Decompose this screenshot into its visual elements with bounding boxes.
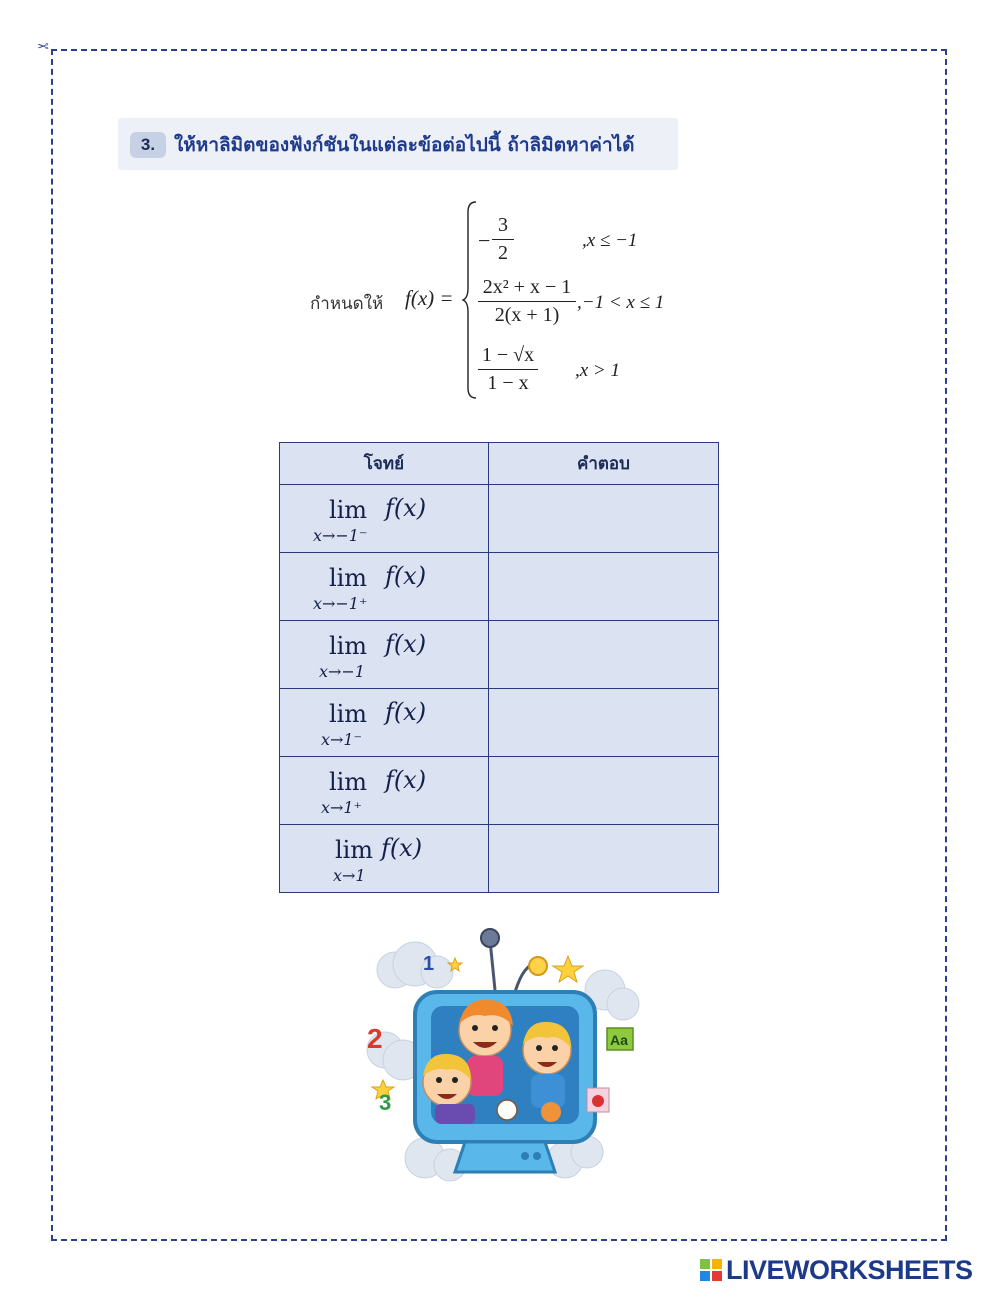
answer-cell[interactable] xyxy=(488,825,718,893)
brand-name: LIVEWORKSHEETS xyxy=(726,1254,973,1285)
table-row xyxy=(280,485,719,553)
lim-subscript: x→1 xyxy=(332,865,366,885)
lim-subscript: x→1⁺ xyxy=(320,797,362,817)
lim-word: lim xyxy=(328,563,368,592)
table-row xyxy=(280,621,719,689)
given-label: กำหนดให้ xyxy=(310,294,384,314)
lim-word: lim xyxy=(328,631,368,660)
lim-function: f(x) xyxy=(384,561,427,590)
illustration-number-1: 1 xyxy=(423,953,435,975)
lim-function: f(x) xyxy=(384,765,427,794)
lim-word: lim xyxy=(334,835,374,864)
lim-function: f(x) xyxy=(384,697,427,726)
question-number: 3. xyxy=(130,132,166,158)
piece-2-numerator: 2x² + x − 1 xyxy=(482,276,572,298)
kids-tv-illustration-icon xyxy=(355,920,645,1190)
lim-subscript: x→−1⁻ xyxy=(312,525,368,545)
limit-expression xyxy=(309,556,459,614)
table-row xyxy=(280,757,719,825)
header-answer: คำตอบ xyxy=(488,443,718,485)
piece-3-condition: ,x > 1 xyxy=(575,360,621,381)
illustration-tag: Aa xyxy=(610,1032,628,1048)
brand-watermark xyxy=(700,1255,973,1285)
limits-table xyxy=(279,442,719,893)
limit-question-cell xyxy=(280,825,489,893)
limit-expression xyxy=(309,828,459,886)
piece-2-denominator: 2(x + 1) xyxy=(494,304,560,326)
piece-3-fraction xyxy=(478,344,538,395)
piece-1-condition: ,x ≤ −1 xyxy=(582,230,638,251)
limit-question-cell xyxy=(280,553,489,621)
lim-word: lim xyxy=(328,699,368,728)
lim-word: lim xyxy=(328,495,368,524)
piece-1-denominator: 2 xyxy=(498,242,508,264)
lim-subscript: x→−1⁺ xyxy=(312,593,368,613)
table-row xyxy=(280,553,719,621)
header-question: โจทย์ xyxy=(280,443,489,485)
limit-expression xyxy=(309,760,459,818)
liveworksheets-logo-icon xyxy=(700,1259,722,1281)
table-row xyxy=(280,825,719,893)
answer-cell[interactable] xyxy=(488,485,718,553)
answer-cell[interactable] xyxy=(488,689,718,757)
lim-function: f(x) xyxy=(384,629,427,658)
piece-3-numerator: 1 − √x xyxy=(481,344,535,366)
limit-question-cell xyxy=(280,621,489,689)
piece-1-fraction xyxy=(492,214,514,265)
question-text: ให้หาลิมิตของฟังก์ชันในแต่ละข้อต่อไปนี้ ถ้าลิมิตหาค่าได้ xyxy=(174,134,635,156)
limit-expression xyxy=(309,488,459,546)
piece-2-condition: ,−1 < x ≤ 1 xyxy=(577,292,665,313)
limit-question-cell xyxy=(280,485,489,553)
answer-cell[interactable] xyxy=(488,553,718,621)
table-row xyxy=(280,689,719,757)
function-name: f(x) = xyxy=(405,286,454,310)
lim-function: f(x) xyxy=(380,833,423,862)
lim-word: lim xyxy=(328,767,368,796)
answer-cell[interactable] xyxy=(488,621,718,689)
piece-1-numerator: 3 xyxy=(498,214,508,236)
lim-function: f(x) xyxy=(384,493,427,522)
scissors-icon: ✂ xyxy=(37,37,49,53)
answer-cell[interactable] xyxy=(488,757,718,825)
limit-expression xyxy=(309,692,459,750)
lim-subscript: x→1⁻ xyxy=(320,729,362,749)
piece-2-fraction xyxy=(478,276,576,327)
left-brace-icon xyxy=(462,200,478,400)
lim-subscript: x→−1 xyxy=(318,661,365,681)
limit-question-cell xyxy=(280,689,489,757)
limit-question-cell xyxy=(280,757,489,825)
piece-1-sign: − xyxy=(478,228,491,253)
illustration-number-2: 2 xyxy=(367,1023,383,1054)
piece-3-denominator: 1 − x xyxy=(487,372,529,394)
limit-expression xyxy=(309,624,459,682)
table-header-row xyxy=(280,443,719,485)
illustration-number-3: 3 xyxy=(379,1090,392,1115)
